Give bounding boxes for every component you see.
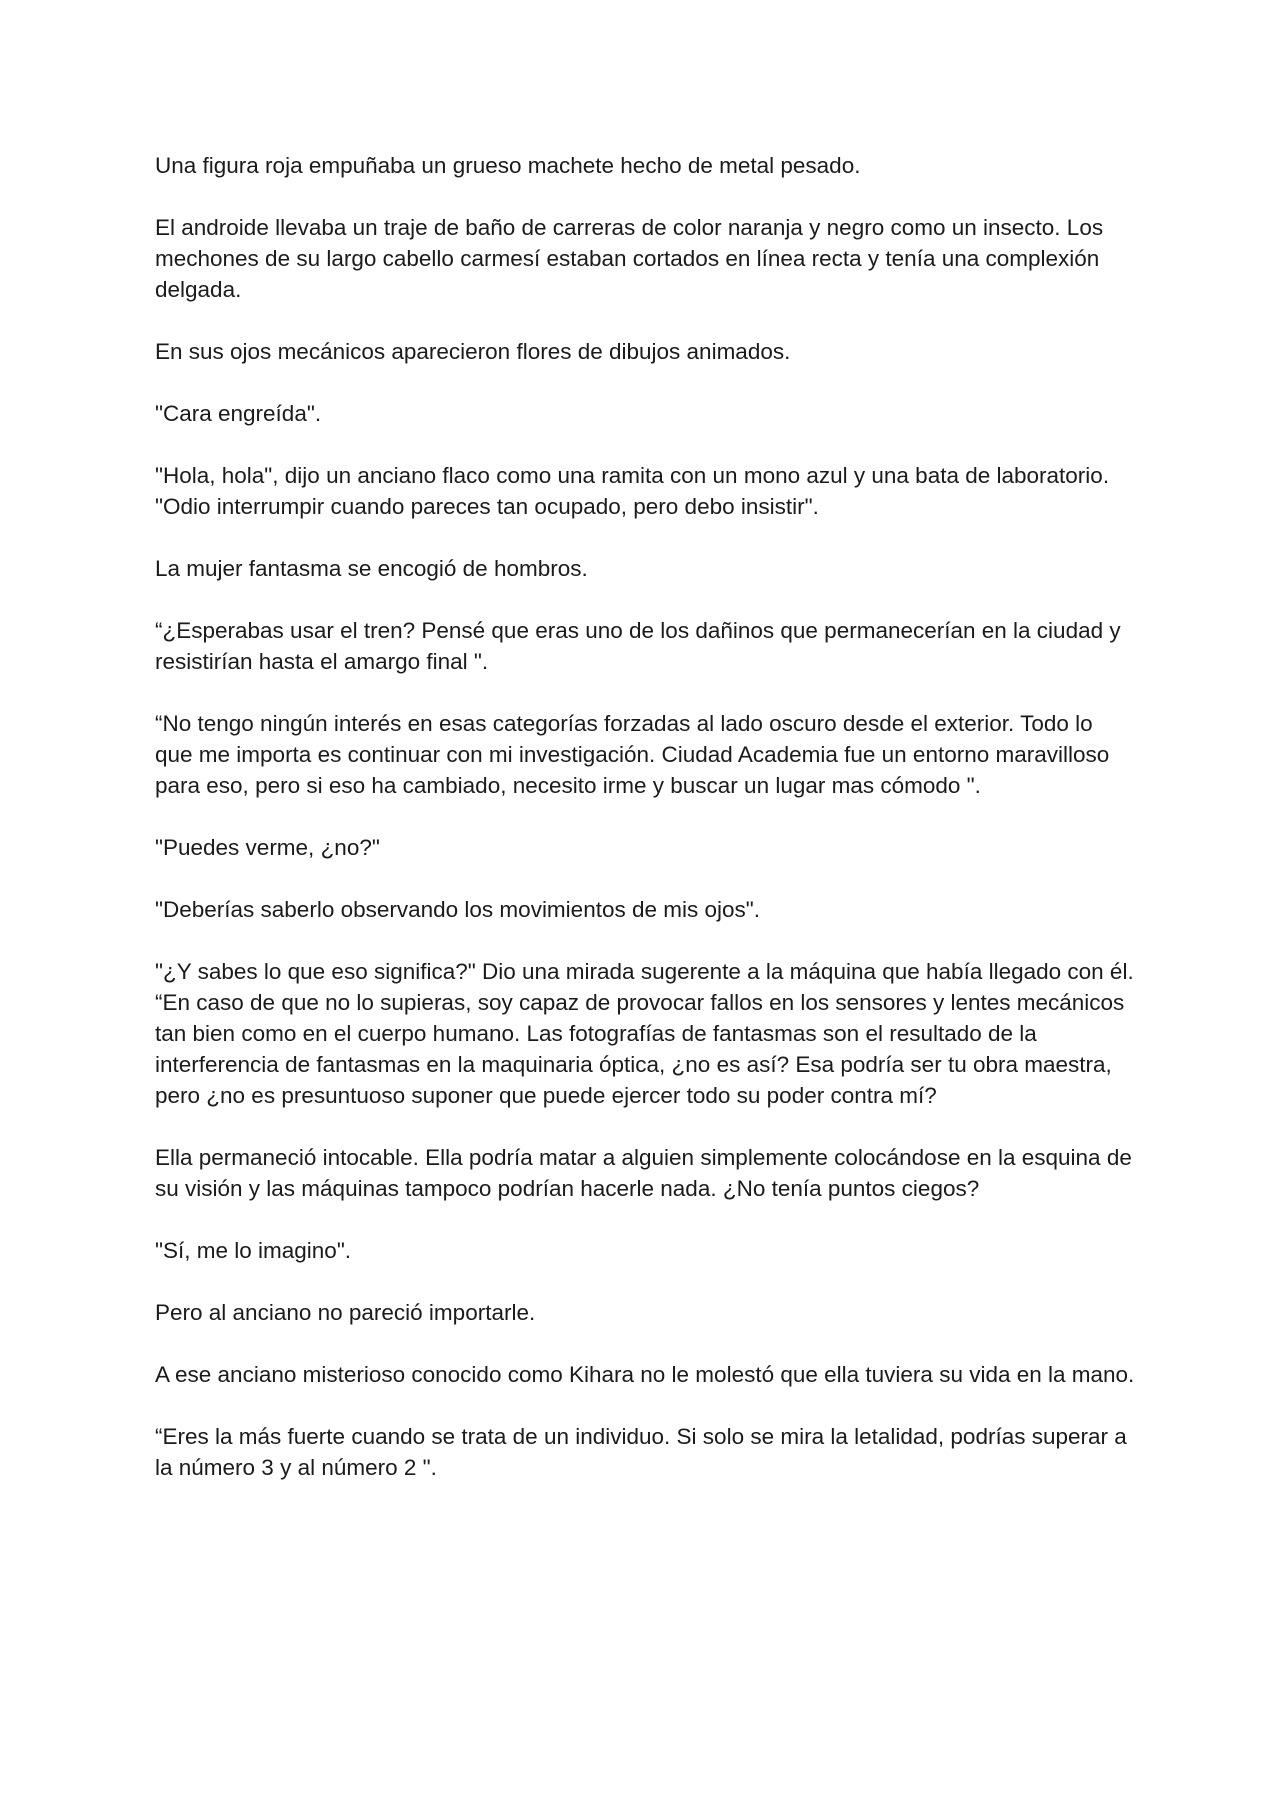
paragraph: "Deberías saberlo observando los movimientos de mis ojos". [155, 897, 761, 922]
paragraph: En sus ojos mecánicos aparecieron flores de dibujos animados. [155, 339, 791, 364]
paragraph: Pero al anciano no pareció importarle. [155, 1300, 536, 1325]
paragraph: “No tengo ningún interés en esas categorías forzadas al lado oscuro desde el exterior. Todo lo que me importa es continuar con mi investigación. Ciudad Academia fue un entorno maravilloso para eso, pero si eso ha cambiado, necesito irme y buscar un lugar mas cómodo ". [155, 711, 1110, 798]
paragraph: Una figura roja empuñaba un grueso machete hecho de metal pesado. [155, 153, 861, 178]
paragraph: El androide llevaba un traje de baño de carreras de color naranja y negro como un insecto. Los mechones de su largo cabello carmesí estaban cortados en línea recta y tenía una complexión delgada. [155, 215, 1104, 302]
paragraph: "Cara engreída". [155, 401, 322, 426]
paragraph: "Hola, hola", dijo un anciano flaco como una ramita con un mono azul y una bata de laboratorio. "Odio interrumpir cuando pareces tan ocupado, pero debo insistir". [155, 463, 1110, 519]
paragraph: "¿Y sabes lo que eso significa?" Dio una mirada sugerente a la máquina que había llegado con él. “En caso de que no lo supieras, soy capaz de provocar fallos en los sensores y lentes mecánicos tan bien como en el cuerpo humano. Las fotografías de fantasmas son el resultado de la interferencia de fantasmas en la maquinaria óptica, ¿no es así? Esa podría ser tu obra maestra, pero ¿no es presuntuoso suponer que puede ejercer todo su poder contra mí? [155, 959, 1134, 1108]
paragraph: "Sí, me lo imagino". [155, 1238, 352, 1263]
paragraph: La mujer fantasma se encogió de hombros. [155, 556, 588, 581]
paragraph: Ella permaneció intocable. Ella podría matar a alguien simplemente colocándose en la esquina de su visión y las máquinas tampoco podrían hacerle nada. ¿No tenía puntos ciegos? [155, 1145, 1132, 1201]
paragraph: “¿Esperabas usar el tren? Pensé que eras uno de los dañinos que permanecerían en la ciudad y resistirían hasta el amargo final ". [155, 618, 1121, 674]
paragraph: "Puedes verme, ¿no?" [155, 835, 380, 860]
paragraph: A ese anciano misterioso conocido como Kihara no le molestó que ella tuviera su vida en la mano. [155, 1362, 1135, 1387]
paragraph: “Eres la más fuerte cuando se trata de un individuo. Si solo se mira la letalidad, podrías superar a la número 3 y al número 2 ". [155, 1424, 1127, 1480]
document-body [155, 150, 1135, 1514]
